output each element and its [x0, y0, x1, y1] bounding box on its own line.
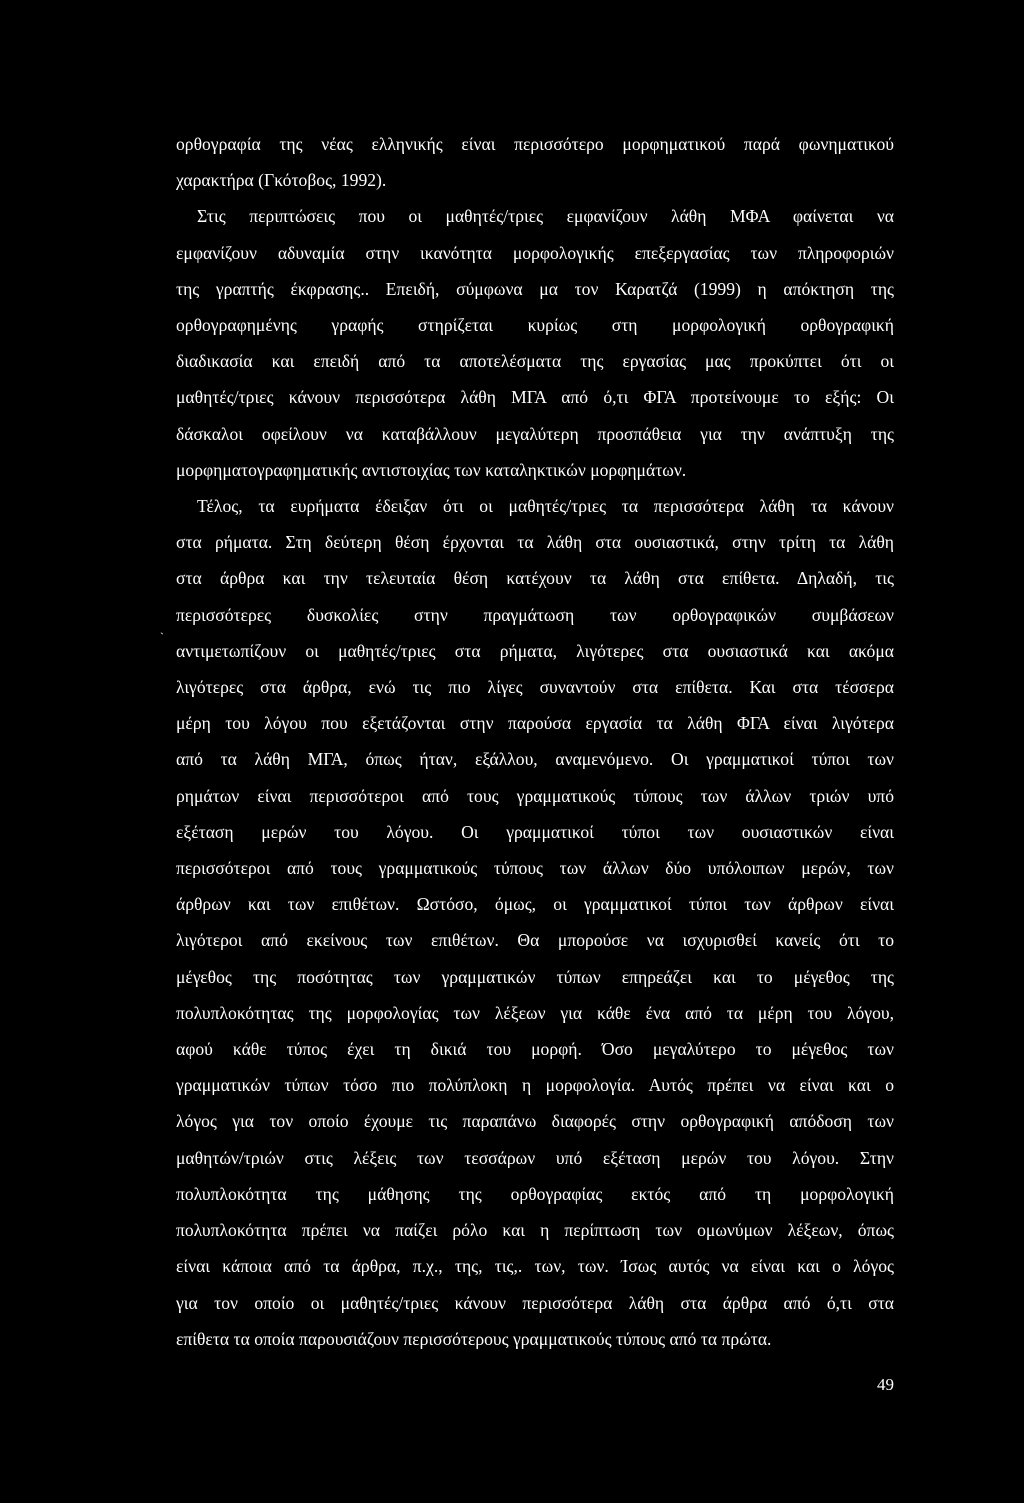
- text-line: δάσκαλοι οφείλουν να καταβάλλουν μεγαλύτερη προσπάθεια για την ανάπτυξη της: [176, 423, 894, 444]
- text-line: διαδικασία και επειδή από τα αποτελέσματα της εργασίας μας προκύπτει ότι οι: [176, 351, 894, 372]
- text-line: ρημάτων είναι περισσότεροι από τους γραμματικούς τύπους των άλλων τριών υπό: [176, 785, 894, 806]
- text-line: από τα λάθη ΜΓΑ, όπως ήταν, εξάλλου, αναμενόμενο. Οι γραμματικοί τύποι των: [176, 749, 894, 770]
- text-line: μέρη του λόγου που εξετάζονται στην παρούσα εργασία τα λάθη ΦΓΑ είναι λιγότερα: [176, 713, 894, 734]
- text-line: Στις περιπτώσεις που οι μαθητές/τριες εμφανίζουν λάθη ΜΦΑ φαίνεται να: [197, 206, 894, 227]
- text-line: για τον οποίο οι μαθητές/τριες κάνουν περισσότερα λάθη στα άρθρα από ό,τι στα: [176, 1292, 894, 1313]
- text-line: μαθητές/τριες κάνουν περισσότερα λάθη ΜΓΑ από ό,τι ΦΓΑ προτείνουμε το εξής: Οι: [176, 387, 894, 408]
- text-line: ορθογραφημένης γραφής στηρίζεται κυρίως στη μορφολογική ορθογραφική: [176, 315, 894, 336]
- text-line: επίθετα τα οποία παρουσιάζουν περισσότερους γραμματικούς τύπους από τα πρώτα.: [176, 1328, 772, 1349]
- text-line: στα ρήματα. Στη δεύτερη θέση έρχονται τα λάθη στα ουσιαστικά, στην τρίτη τα λάθη: [176, 532, 894, 553]
- text-line: μαθητών/τριών στις λέξεις των τεσσάρων υπό εξέταση μερών του λόγου. Στην: [176, 1147, 894, 1168]
- text-line: λόγος για τον οποίο έχουμε τις παραπάνω διαφορές στην ορθογραφική απόδοση των: [176, 1111, 894, 1132]
- text-line: μορφηματογραφηματικής αντιστοιχίας των καταληκτικών μορφημάτων.: [176, 459, 687, 480]
- text-line: άρθρων και των επιθέτων. Ωστόσο, όμως, οι γραμματικοί τύποι των άρθρων είναι: [176, 894, 894, 915]
- text-line: Τέλος, τα ευρήματα έδειξαν ότι οι μαθητές/τριες τα περισσότερα λάθη τα κάνουν: [197, 496, 894, 517]
- body-text: [176, 126, 894, 1357]
- margin-mark: `: [160, 630, 164, 644]
- text-line: περισσότεροι από τους γραμματικούς τύπους των άλλων δύο υπόλοιπων μερών, των: [176, 858, 894, 879]
- text-line: γραμματικών τύπων τόσο πιο πολύπλοκη η μορφολογία. Αυτός πρέπει να είναι και ο: [176, 1075, 894, 1096]
- text-line: στα άρθρα και την τελευταία θέση κατέχουν τα λάθη στα επίθετα. Δηλαδή, τις: [176, 568, 894, 589]
- text-line: αφού κάθε τύπος έχει τη δικιά του μορφή. Όσο μεγαλύτερο το μέγεθος των: [176, 1039, 894, 1060]
- text-line: ορθογραφία της νέας ελληνικής είναι περισσότερο μορφηματικού παρά φωνηματικού: [176, 134, 894, 154]
- text-line: είναι κάποια από τα άρθρα, π.χ., της, τις,. των, των. Ίσως αυτός να είναι και ο λόγος: [176, 1256, 894, 1277]
- text-line: χαρακτήρα (Γκότοβος, 1992).: [176, 170, 387, 191]
- text-line: εξέταση μερών του λόγου. Οι γραμματικοί τύποι των ουσιαστικών είναι: [176, 821, 894, 842]
- text-line: πολυπλοκότητα πρέπει να παίζει ρόλο και η περίπτωση των ομωνύμων λέξεων, όπως: [176, 1220, 894, 1241]
- text-line: της γραπτής έκφρασης.. Επειδή, σύμφωνα μα τον Καρατζά (1999) η απόκτηση της: [176, 278, 894, 299]
- text-line: πολυπλοκότητα της μάθησης της ορθογραφίας εκτός από τη μορφολογική: [176, 1183, 894, 1204]
- text-line: λιγότερες στα άρθρα, ενώ τις πιο λίγες συναντούν στα επίθετα. Και στα τέσσερα: [176, 677, 894, 698]
- text-line: λιγότεροι από εκείνους των επιθέτων. Θα μπορούσε να ισχυρισθεί κανείς ότι το: [176, 930, 894, 951]
- text-line: μέγεθος της ποσότητας των γραμματικών τύπων επηρεάζει και το μέγεθος της: [176, 966, 894, 987]
- text-line: πολυπλοκότητας της μορφολογίας των λέξεων για κάθε ένα από τα μέρη του λόγου,: [176, 1002, 894, 1023]
- text-line: αντιμετωπίζουν οι μαθητές/τριες στα ρήματα, λιγότερες στα ουσιαστικά και ακόμα: [176, 640, 894, 661]
- text-line: εμφανίζουν αδυναμία στην ικανότητα μορφολογικής επεξεργασίας των πληροφοριών: [176, 242, 894, 263]
- text-line: περισσότερες δυσκολίες στην πραγμάτωση των ορθογραφικών συμβάσεων: [176, 604, 894, 625]
- page-number: 49: [877, 1375, 894, 1394]
